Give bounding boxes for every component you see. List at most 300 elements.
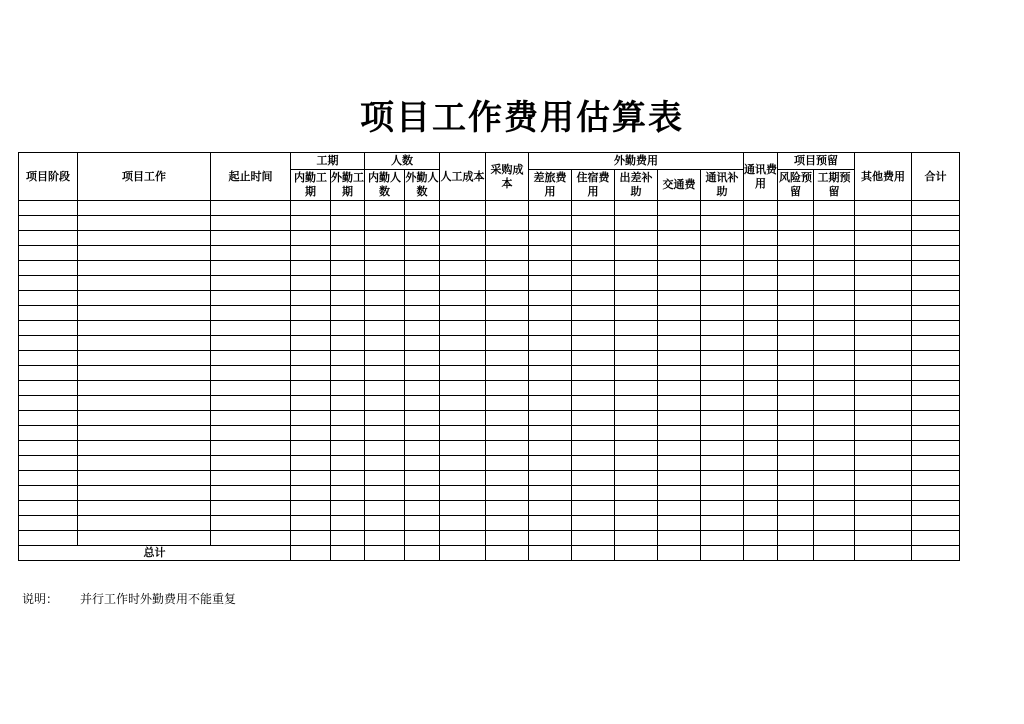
table-cell[interactable] — [78, 246, 211, 261]
table-cell[interactable] — [912, 516, 960, 531]
table-cell[interactable] — [855, 366, 912, 381]
table-cell[interactable] — [440, 426, 486, 441]
table-cell[interactable] — [331, 246, 365, 261]
table-cell[interactable] — [701, 381, 744, 396]
table-cell[interactable] — [912, 276, 960, 291]
table-cell[interactable] — [405, 381, 440, 396]
table-cell[interactable] — [658, 231, 701, 246]
table-cell[interactable] — [658, 411, 701, 426]
total-cell[interactable] — [291, 546, 331, 561]
table-cell[interactable] — [78, 366, 211, 381]
table-cell[interactable] — [778, 336, 814, 351]
total-cell[interactable] — [440, 546, 486, 561]
table-cell[interactable] — [211, 231, 291, 246]
table-cell[interactable] — [529, 366, 572, 381]
table-cell[interactable] — [365, 216, 405, 231]
table-cell[interactable] — [658, 216, 701, 231]
table-cell[interactable] — [744, 201, 778, 216]
table-cell[interactable] — [440, 336, 486, 351]
table-cell[interactable] — [855, 531, 912, 546]
table-cell[interactable] — [701, 336, 744, 351]
total-cell[interactable] — [405, 546, 440, 561]
table-cell[interactable] — [701, 471, 744, 486]
table-cell[interactable] — [855, 336, 912, 351]
table-cell[interactable] — [211, 381, 291, 396]
table-cell[interactable] — [744, 261, 778, 276]
table-cell[interactable] — [405, 456, 440, 471]
total-cell[interactable] — [855, 546, 912, 561]
table-cell[interactable] — [19, 426, 78, 441]
table-cell[interactable] — [615, 471, 658, 486]
table-cell[interactable] — [331, 456, 365, 471]
table-cell[interactable] — [814, 246, 855, 261]
table-cell[interactable] — [78, 441, 211, 456]
table-cell[interactable] — [211, 336, 291, 351]
table-cell[interactable] — [814, 531, 855, 546]
table-cell[interactable] — [658, 501, 701, 516]
table-cell[interactable] — [331, 411, 365, 426]
table-cell[interactable] — [701, 516, 744, 531]
total-cell[interactable] — [744, 546, 778, 561]
table-cell[interactable] — [615, 486, 658, 501]
table-cell[interactable] — [211, 471, 291, 486]
table-cell[interactable] — [529, 231, 572, 246]
table-cell[interactable] — [814, 471, 855, 486]
table-cell[interactable] — [529, 306, 572, 321]
table-cell[interactable] — [912, 291, 960, 306]
table-cell[interactable] — [778, 246, 814, 261]
table-cell[interactable] — [331, 366, 365, 381]
table-cell[interactable] — [405, 336, 440, 351]
table-cell[interactable] — [331, 396, 365, 411]
table-cell[interactable] — [78, 396, 211, 411]
table-cell[interactable] — [331, 321, 365, 336]
total-cell[interactable] — [814, 546, 855, 561]
table-cell[interactable] — [701, 201, 744, 216]
table-cell[interactable] — [19, 441, 78, 456]
table-cell[interactable] — [744, 276, 778, 291]
table-cell[interactable] — [615, 201, 658, 216]
table-cell[interactable] — [331, 381, 365, 396]
table-cell[interactable] — [291, 291, 331, 306]
table-cell[interactable] — [78, 216, 211, 231]
table-cell[interactable] — [615, 306, 658, 321]
table-cell[interactable] — [365, 366, 405, 381]
total-cell[interactable] — [365, 546, 405, 561]
table-cell[interactable] — [486, 501, 529, 516]
table-cell[interactable] — [291, 216, 331, 231]
table-cell[interactable] — [658, 366, 701, 381]
table-cell[interactable] — [78, 201, 211, 216]
table-cell[interactable] — [615, 291, 658, 306]
table-cell[interactable] — [486, 366, 529, 381]
table-cell[interactable] — [365, 246, 405, 261]
table-cell[interactable] — [658, 516, 701, 531]
table-cell[interactable] — [291, 246, 331, 261]
table-cell[interactable] — [615, 336, 658, 351]
table-cell[interactable] — [19, 306, 78, 321]
table-cell[interactable] — [912, 411, 960, 426]
table-cell[interactable] — [19, 396, 78, 411]
table-cell[interactable] — [814, 411, 855, 426]
table-cell[interactable] — [658, 486, 701, 501]
table-cell[interactable] — [778, 351, 814, 366]
table-cell[interactable] — [778, 366, 814, 381]
table-cell[interactable] — [744, 426, 778, 441]
table-cell[interactable] — [744, 471, 778, 486]
table-cell[interactable] — [440, 411, 486, 426]
table-cell[interactable] — [778, 531, 814, 546]
table-cell[interactable] — [855, 246, 912, 261]
table-cell[interactable] — [701, 441, 744, 456]
table-cell[interactable] — [572, 441, 615, 456]
table-cell[interactable] — [912, 351, 960, 366]
table-cell[interactable] — [814, 456, 855, 471]
table-cell[interactable] — [486, 516, 529, 531]
table-cell[interactable] — [615, 381, 658, 396]
table-cell[interactable] — [701, 306, 744, 321]
table-cell[interactable] — [440, 486, 486, 501]
table-cell[interactable] — [211, 246, 291, 261]
table-cell[interactable] — [778, 486, 814, 501]
table-cell[interactable] — [331, 306, 365, 321]
table-cell[interactable] — [658, 246, 701, 261]
table-cell[interactable] — [572, 306, 615, 321]
table-cell[interactable] — [701, 501, 744, 516]
table-cell[interactable] — [572, 321, 615, 336]
table-cell[interactable] — [912, 246, 960, 261]
table-cell[interactable] — [744, 531, 778, 546]
table-cell[interactable] — [814, 201, 855, 216]
table-cell[interactable] — [291, 486, 331, 501]
table-cell[interactable] — [405, 321, 440, 336]
table-cell[interactable] — [365, 531, 405, 546]
table-cell[interactable] — [814, 426, 855, 441]
table-cell[interactable] — [365, 396, 405, 411]
table-cell[interactable] — [744, 336, 778, 351]
table-cell[interactable] — [615, 216, 658, 231]
table-cell[interactable] — [744, 291, 778, 306]
table-cell[interactable] — [440, 441, 486, 456]
table-cell[interactable] — [658, 291, 701, 306]
table-cell[interactable] — [365, 306, 405, 321]
table-cell[interactable] — [440, 216, 486, 231]
table-cell[interactable] — [405, 246, 440, 261]
table-cell[interactable] — [291, 351, 331, 366]
table-cell[interactable] — [912, 486, 960, 501]
table-cell[interactable] — [744, 456, 778, 471]
table-cell[interactable] — [814, 336, 855, 351]
table-cell[interactable] — [814, 261, 855, 276]
table-cell[interactable] — [486, 441, 529, 456]
table-cell[interactable] — [440, 246, 486, 261]
table-cell[interactable] — [814, 486, 855, 501]
table-cell[interactable] — [291, 381, 331, 396]
table-cell[interactable] — [529, 201, 572, 216]
table-cell[interactable] — [365, 456, 405, 471]
table-cell[interactable] — [365, 486, 405, 501]
table-cell[interactable] — [78, 426, 211, 441]
table-cell[interactable] — [405, 201, 440, 216]
table-cell[interactable] — [912, 471, 960, 486]
table-cell[interactable] — [855, 321, 912, 336]
table-cell[interactable] — [814, 231, 855, 246]
table-cell[interactable] — [615, 411, 658, 426]
table-cell[interactable] — [331, 441, 365, 456]
table-cell[interactable] — [814, 441, 855, 456]
table-cell[interactable] — [211, 396, 291, 411]
table-cell[interactable] — [855, 201, 912, 216]
table-cell[interactable] — [701, 426, 744, 441]
table-cell[interactable] — [615, 351, 658, 366]
table-cell[interactable] — [615, 516, 658, 531]
table-cell[interactable] — [440, 276, 486, 291]
table-cell[interactable] — [405, 501, 440, 516]
table-cell[interactable] — [486, 231, 529, 246]
total-cell[interactable] — [658, 546, 701, 561]
table-cell[interactable] — [78, 501, 211, 516]
table-cell[interactable] — [814, 381, 855, 396]
total-cell[interactable] — [778, 546, 814, 561]
table-cell[interactable] — [529, 426, 572, 441]
table-cell[interactable] — [291, 261, 331, 276]
table-cell[interactable] — [778, 216, 814, 231]
table-cell[interactable] — [912, 501, 960, 516]
table-cell[interactable] — [440, 471, 486, 486]
table-cell[interactable] — [78, 411, 211, 426]
table-cell[interactable] — [778, 306, 814, 321]
table-cell[interactable] — [291, 411, 331, 426]
table-cell[interactable] — [486, 486, 529, 501]
table-cell[interactable] — [529, 246, 572, 261]
table-cell[interactable] — [405, 441, 440, 456]
table-cell[interactable] — [615, 531, 658, 546]
table-cell[interactable] — [912, 321, 960, 336]
table-cell[interactable] — [658, 531, 701, 546]
table-cell[interactable] — [486, 381, 529, 396]
table-cell[interactable] — [572, 366, 615, 381]
table-cell[interactable] — [211, 306, 291, 321]
table-cell[interactable] — [211, 261, 291, 276]
table-cell[interactable] — [486, 336, 529, 351]
table-cell[interactable] — [529, 276, 572, 291]
table-cell[interactable] — [19, 276, 78, 291]
table-cell[interactable] — [658, 351, 701, 366]
table-cell[interactable] — [855, 396, 912, 411]
table-cell[interactable] — [701, 456, 744, 471]
table-cell[interactable] — [744, 351, 778, 366]
table-cell[interactable] — [211, 411, 291, 426]
table-cell[interactable] — [331, 486, 365, 501]
table-cell[interactable] — [440, 291, 486, 306]
table-cell[interactable] — [211, 351, 291, 366]
table-cell[interactable] — [615, 261, 658, 276]
table-cell[interactable] — [291, 531, 331, 546]
table-cell[interactable] — [855, 516, 912, 531]
table-cell[interactable] — [744, 216, 778, 231]
table-cell[interactable] — [701, 216, 744, 231]
table-cell[interactable] — [814, 366, 855, 381]
table-cell[interactable] — [291, 366, 331, 381]
table-cell[interactable] — [658, 471, 701, 486]
table-cell[interactable] — [529, 486, 572, 501]
table-cell[interactable] — [912, 366, 960, 381]
table-cell[interactable] — [440, 321, 486, 336]
table-cell[interactable] — [855, 426, 912, 441]
table-cell[interactable] — [778, 411, 814, 426]
table-cell[interactable] — [744, 231, 778, 246]
table-cell[interactable] — [855, 351, 912, 366]
table-cell[interactable] — [572, 216, 615, 231]
table-cell[interactable] — [440, 231, 486, 246]
table-cell[interactable] — [529, 321, 572, 336]
table-cell[interactable] — [778, 456, 814, 471]
table-cell[interactable] — [912, 426, 960, 441]
table-cell[interactable] — [291, 441, 331, 456]
table-cell[interactable] — [365, 426, 405, 441]
table-cell[interactable] — [291, 336, 331, 351]
table-cell[interactable] — [572, 501, 615, 516]
table-cell[interactable] — [529, 516, 572, 531]
table-cell[interactable] — [572, 261, 615, 276]
table-cell[interactable] — [855, 261, 912, 276]
table-cell[interactable] — [405, 366, 440, 381]
table-cell[interactable] — [405, 216, 440, 231]
table-cell[interactable] — [78, 351, 211, 366]
table-cell[interactable] — [78, 231, 211, 246]
table-cell[interactable] — [778, 291, 814, 306]
table-cell[interactable] — [291, 516, 331, 531]
table-cell[interactable] — [486, 306, 529, 321]
table-cell[interactable] — [701, 366, 744, 381]
table-cell[interactable] — [19, 291, 78, 306]
table-cell[interactable] — [744, 516, 778, 531]
table-cell[interactable] — [778, 396, 814, 411]
table-cell[interactable] — [78, 471, 211, 486]
table-cell[interactable] — [405, 306, 440, 321]
table-cell[interactable] — [19, 411, 78, 426]
table-cell[interactable] — [572, 486, 615, 501]
table-cell[interactable] — [405, 396, 440, 411]
table-cell[interactable] — [572, 531, 615, 546]
table-cell[interactable] — [744, 486, 778, 501]
table-cell[interactable] — [778, 501, 814, 516]
table-cell[interactable] — [291, 396, 331, 411]
table-cell[interactable] — [701, 231, 744, 246]
table-cell[interactable] — [529, 456, 572, 471]
table-cell[interactable] — [291, 231, 331, 246]
table-cell[interactable] — [486, 456, 529, 471]
table-cell[interactable] — [855, 306, 912, 321]
table-cell[interactable] — [486, 216, 529, 231]
table-cell[interactable] — [486, 411, 529, 426]
table-cell[interactable] — [405, 351, 440, 366]
table-cell[interactable] — [855, 381, 912, 396]
table-cell[interactable] — [814, 501, 855, 516]
table-cell[interactable] — [744, 366, 778, 381]
table-cell[interactable] — [744, 396, 778, 411]
table-cell[interactable] — [211, 291, 291, 306]
table-cell[interactable] — [778, 231, 814, 246]
table-cell[interactable] — [701, 246, 744, 261]
table-cell[interactable] — [365, 321, 405, 336]
table-cell[interactable] — [440, 381, 486, 396]
table-cell[interactable] — [572, 396, 615, 411]
table-cell[interactable] — [440, 351, 486, 366]
table-cell[interactable] — [331, 216, 365, 231]
table-cell[interactable] — [701, 261, 744, 276]
table-cell[interactable] — [529, 216, 572, 231]
table-cell[interactable] — [572, 336, 615, 351]
table-cell[interactable] — [486, 351, 529, 366]
table-cell[interactable] — [615, 231, 658, 246]
table-cell[interactable] — [778, 321, 814, 336]
table-cell[interactable] — [78, 516, 211, 531]
table-cell[interactable] — [19, 321, 78, 336]
table-cell[interactable] — [572, 426, 615, 441]
table-cell[interactable] — [855, 456, 912, 471]
table-cell[interactable] — [331, 231, 365, 246]
table-cell[interactable] — [658, 306, 701, 321]
table-cell[interactable] — [19, 531, 78, 546]
table-cell[interactable] — [78, 336, 211, 351]
table-cell[interactable] — [291, 321, 331, 336]
table-cell[interactable] — [814, 276, 855, 291]
table-cell[interactable] — [19, 246, 78, 261]
table-cell[interactable] — [778, 516, 814, 531]
table-cell[interactable] — [486, 201, 529, 216]
table-cell[interactable] — [211, 216, 291, 231]
table-cell[interactable] — [365, 291, 405, 306]
table-cell[interactable] — [19, 501, 78, 516]
table-cell[interactable] — [778, 381, 814, 396]
table-cell[interactable] — [658, 276, 701, 291]
table-cell[interactable] — [19, 516, 78, 531]
table-cell[interactable] — [405, 291, 440, 306]
table-cell[interactable] — [572, 291, 615, 306]
table-cell[interactable] — [211, 366, 291, 381]
table-cell[interactable] — [365, 516, 405, 531]
table-cell[interactable] — [291, 426, 331, 441]
table-cell[interactable] — [701, 411, 744, 426]
table-cell[interactable] — [529, 396, 572, 411]
table-cell[interactable] — [19, 231, 78, 246]
table-cell[interactable] — [572, 351, 615, 366]
table-cell[interactable] — [19, 216, 78, 231]
table-cell[interactable] — [331, 201, 365, 216]
table-cell[interactable] — [19, 456, 78, 471]
table-cell[interactable] — [658, 321, 701, 336]
table-cell[interactable] — [211, 501, 291, 516]
table-cell[interactable] — [405, 471, 440, 486]
table-cell[interactable] — [912, 396, 960, 411]
table-cell[interactable] — [365, 336, 405, 351]
table-cell[interactable] — [211, 201, 291, 216]
table-cell[interactable] — [744, 321, 778, 336]
table-cell[interactable] — [78, 381, 211, 396]
table-cell[interactable] — [814, 306, 855, 321]
table-cell[interactable] — [701, 531, 744, 546]
table-cell[interactable] — [440, 456, 486, 471]
table-cell[interactable] — [440, 501, 486, 516]
table-cell[interactable] — [912, 531, 960, 546]
table-cell[interactable] — [529, 441, 572, 456]
table-cell[interactable] — [486, 261, 529, 276]
table-cell[interactable] — [486, 396, 529, 411]
table-cell[interactable] — [814, 516, 855, 531]
table-cell[interactable] — [814, 216, 855, 231]
table-cell[interactable] — [572, 201, 615, 216]
